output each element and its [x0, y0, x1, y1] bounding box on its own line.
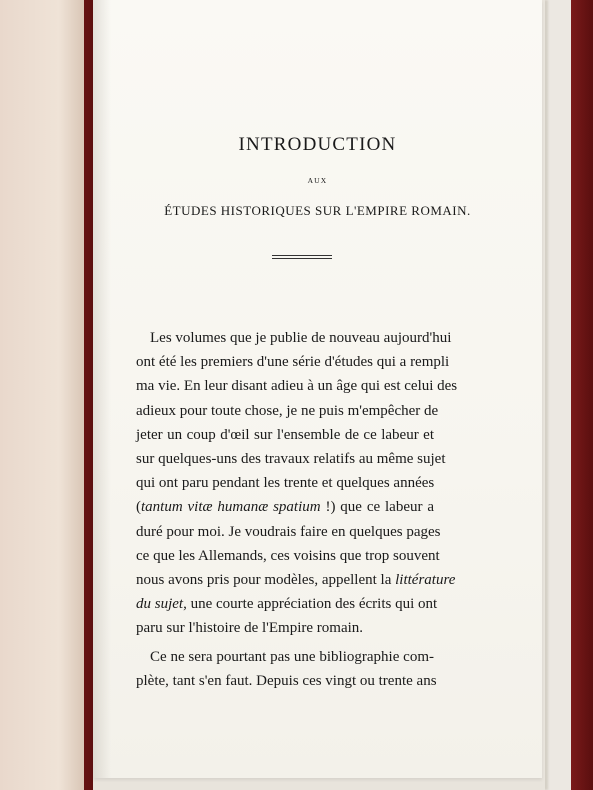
gutter-shadow — [93, 0, 111, 778]
text-line: sur quelques-uns des travaux relatifs au même sujet — [136, 451, 446, 468]
text-line: qui ont paru pendant les trente et quelques années — [136, 475, 435, 492]
latin-quote: tantum vitæ humanæ spatium — [141, 499, 321, 516]
text-line: ont été les premiers d'une série d'études qui a rempli — [136, 354, 450, 371]
text-line: ce que les Allemands, ces voisins que trop souvent — [136, 547, 440, 564]
italic-term: du sujet — [136, 596, 184, 613]
book-cover-right-edge — [571, 0, 593, 790]
text-line: plète, tant s'en faut. Depuis ces vingt ou trente ans — [136, 672, 437, 689]
text-line: Ce ne sera pourtant pas une bibliographie com- — [150, 648, 434, 665]
text-line: duré pour moi. Je voudrais faire en quelques pages — [136, 523, 441, 540]
page-subtitle: ÉTUDES HISTORIQUES SUR L'EMPIRE ROMAIN. — [164, 203, 471, 218]
italic-term: littérature — [395, 572, 456, 589]
connector-word: AUX — [307, 176, 328, 185]
endpaper — [0, 0, 84, 790]
body-text — [136, 326, 458, 693]
text-line: Les volumes que je publie de nouveau aujourd'hui — [150, 330, 452, 346]
text-line: paru sur l'histoire de l'Empire romain. — [136, 620, 364, 637]
ornamental-rule — [272, 255, 332, 259]
text-line: (tantum vitæ humanæ spatium !) que ce labeur a — [136, 499, 434, 516]
text-line: ma vie. En leur disant adieu à un âge qui est celui des — [136, 378, 458, 395]
text-line: jeter un coup d'œil sur l'ensemble de ce labeur et — [136, 426, 434, 443]
text-line: adieux pour toute chose, je ne puis m'empêcher de — [136, 402, 439, 419]
text-line: du sujet, une courte appréciation des écrits qui ont — [136, 596, 438, 613]
text-line: nous avons pris pour modèles, appellent la littérature — [136, 572, 456, 589]
page-title: INTRODUCTION — [238, 134, 397, 155]
